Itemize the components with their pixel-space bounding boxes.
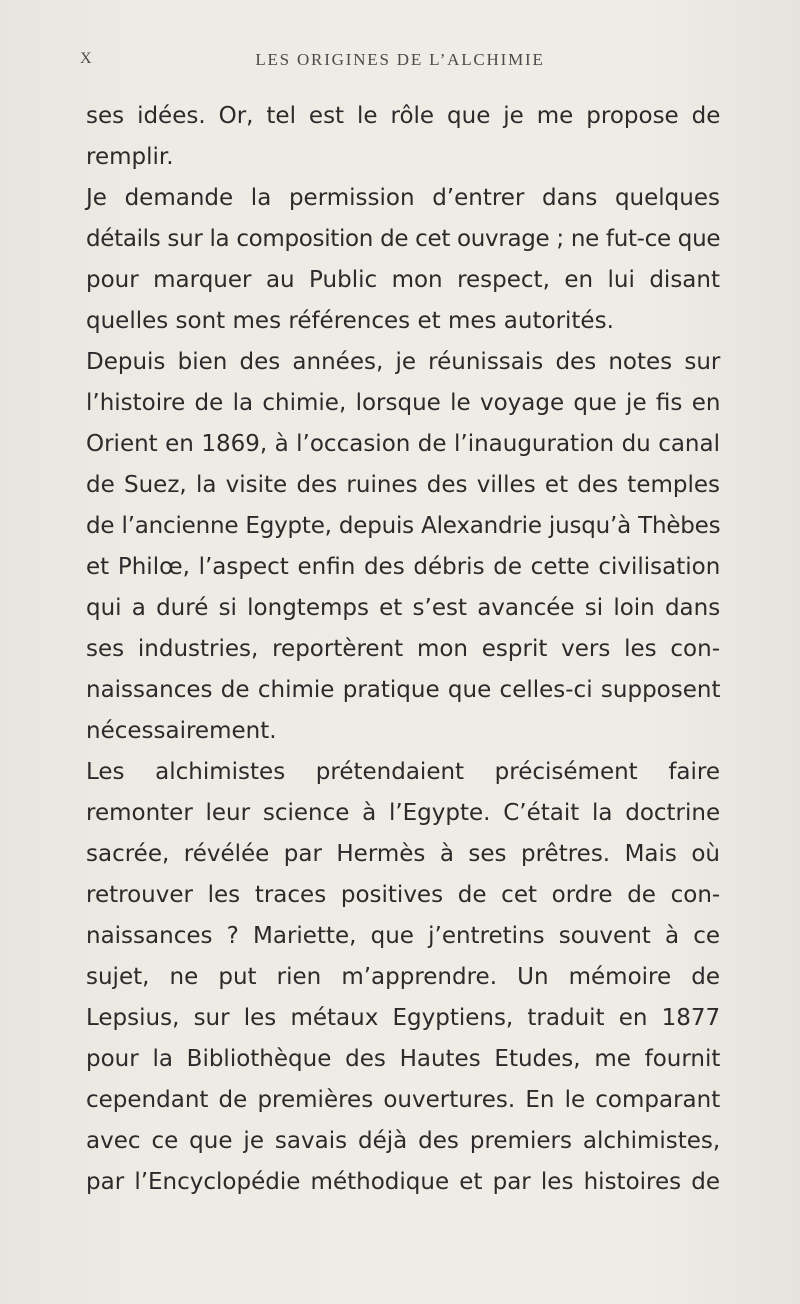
text-line: ses idées. Or, tel est le rôle que je me propose de [86, 103, 721, 129]
text-line: Je demande la permission d’entrer dans quelques [86, 185, 720, 211]
text-line: Depuis bien des années, je réunissais des notes sur [86, 349, 721, 375]
text-line: l’histoire de la chimie, lorsque le voyage que je fis en [86, 390, 721, 416]
text-line: pour marquer au Public mon respect, en lui disant [86, 267, 720, 293]
text-line: sujet, ne put rien m’apprendre. Un mémoire de [86, 964, 720, 990]
text-line: qui a duré si longtemps et s’est avancée si loin dans [86, 595, 721, 621]
text-line: Lepsius, sur les métaux Egyptiens, traduit en 1877 [86, 1005, 721, 1031]
text-line: retrouver les traces positives de cet ordre de con- [86, 882, 721, 908]
text-line: quelles sont mes références et mes autorités. [86, 308, 614, 334]
page-number: X [80, 50, 94, 67]
text-line: pour la Bibliothèque des Hautes Etudes, me fournit [86, 1046, 721, 1072]
text-line: remonter leur science à l’Egypte. C’était la doctrine [86, 800, 721, 826]
text-line: détails sur la composition de cet ouvrage ; ne fut-ce que [86, 226, 721, 252]
text-line: de Suez, la visite des ruines des villes et des temples [86, 472, 720, 498]
paragraph [86, 752, 720, 1203]
text-line: sacrée, révélée par Hermès à ses prêtres. Mais où [86, 841, 720, 867]
text-line: par l’Encyclopédie méthodique et par les histoires de [86, 1169, 721, 1195]
text-line: ses industries, reportèrent mon esprit vers les con- [86, 636, 720, 662]
paragraph [86, 178, 720, 342]
text-line: et Philœ, l’aspect enfin des débris de cette civilisation [86, 554, 721, 580]
text-line: de l’ancienne Egypte, depuis Alexandrie jusqu’à Thèbes [86, 513, 721, 539]
text-line: nécessairement. [86, 718, 277, 744]
paragraph [86, 342, 720, 752]
text-line: naissances ? Mariette, que j’entretins souvent à ce [86, 923, 721, 949]
text-line: Orient en 1869, à l’occasion de l’inauguration du canal [86, 431, 720, 457]
text-line: remplir. [86, 144, 174, 170]
text-line: cependant de premières ouvertures. En le comparant [86, 1087, 721, 1113]
text-line: Les alchimistes prétendaient précisément faire [86, 759, 720, 785]
text-line: naissances de chimie pratique que celles-ci supposent [86, 677, 721, 703]
running-title: LES ORIGINES DE L’ALCHIMIE [255, 50, 545, 69]
text-line: avec ce que je savais déjà des premiers alchimistes, [86, 1128, 721, 1154]
running-head [80, 42, 720, 72]
body-text [86, 96, 720, 1203]
paragraph [86, 96, 720, 178]
